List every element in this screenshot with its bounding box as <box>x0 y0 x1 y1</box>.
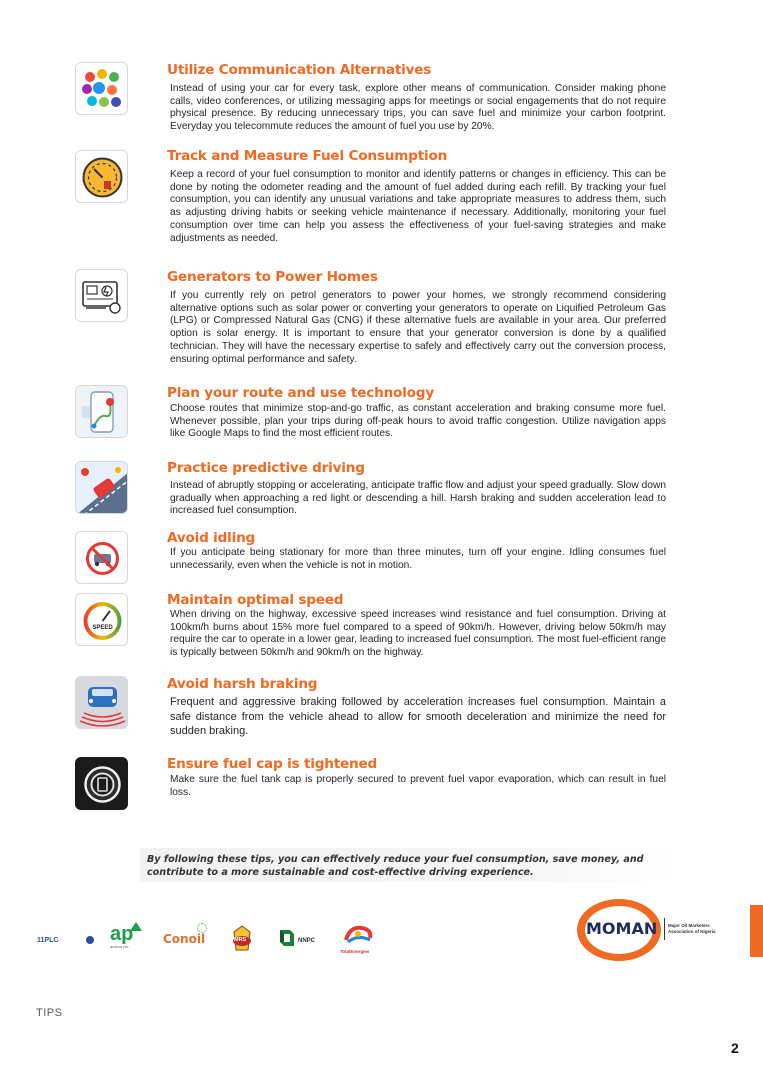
tip-body: Choose routes that minimize stop-and-go traffic, as constant acceleration and braking consume more fuel. Whenever possible, plan your trips during off-peak hours to avoid traffic congestion. Utilize navigation apps like Google Maps to find the most efficient routes. <box>170 403 666 440</box>
logo-ap-subtext: ardova plc <box>110 944 129 949</box>
tip-body: Frequent and aggressive braking followed by acceleration increases fuel consumption. Maintain a safe distance from the vehicle ahead to allow for smooth deceleration and minimize the need for sudden braking. <box>170 696 666 737</box>
partner-logos <box>35 920 395 960</box>
fuel-cap-icon <box>75 757 128 810</box>
logo-ap-text: ap <box>110 923 134 945</box>
tip-title: Generators to Power Homes <box>167 269 378 285</box>
logo-ap <box>110 924 133 949</box>
tip-body: If you currently rely on petrol generators to power your homes, we strongly recommend considering alternative options such as solar power or converting your generators to operate on Liquified Petroleum Gas (LPG) or Compressed Natural Gas (CNG) if these alternative fuels are available in your area. Our preferred option is solar energy. It is important to ensure that your generator conversion is done by a qualified technician. They will have the necessary expertise to safely and effectively carry out the conversion process, ensuring optimal performance and safety. <box>170 290 666 365</box>
tip-body: Instead of using your car for every task, explore other means of communication. Consider making phone calls, video conferences, or utilizing messaging apps for meetings or social engagements that do not require physical presence. By reducing unnecessary trips, you can save fuel and minimize your carbon footprint. Everyday you telecommute reduces the amount of fuel you use by 20%. <box>170 83 666 133</box>
driving-car-icon <box>75 461 128 514</box>
tip-title: Utilize Communication Alternatives <box>167 62 432 78</box>
logo-totalenergies-text: TotalEnergies <box>340 949 370 954</box>
tip-title: Practice predictive driving <box>167 460 365 476</box>
page-number: 2 <box>731 1040 739 1056</box>
closing-note-text: By following these tips, you can effectively reduce your fuel consumption, save money, and contribute to a more sustainable and cost-effective driving experience. <box>147 854 644 878</box>
tip-body: Make sure the fuel tank cap is properly secured to prevent fuel vapor evaporation, which can result in fuel loss. <box>170 774 666 798</box>
moman-logo <box>576 898 726 962</box>
speed-label: SPEED <box>92 625 113 631</box>
logo-totalenergies <box>340 924 376 954</box>
logo-nnpc-text: NNPC <box>298 938 316 944</box>
logo-mrs <box>230 924 254 952</box>
tip-title: Maintain optimal speed <box>167 592 344 608</box>
no-idling-icon <box>75 531 128 584</box>
logo-11plc-text: 11PLC <box>37 936 59 944</box>
tip-title: Track and Measure Fuel Consumption <box>167 148 448 164</box>
logo-nnpc <box>278 928 316 953</box>
logo-11plc <box>37 936 94 944</box>
logo-conoil <box>163 932 205 946</box>
apps-icon <box>75 62 128 115</box>
tip-title: Ensure fuel cap is tightened <box>167 756 378 772</box>
braking-car-icon <box>75 676 128 729</box>
moman-subtitle: Major Oil Marketers Association of Nigeria <box>668 923 716 934</box>
footer-label: TIPS <box>36 1007 63 1019</box>
tip-title: Plan your route and use technology <box>167 385 434 401</box>
tip-title: Avoid harsh braking <box>167 676 318 692</box>
tip-body: Instead of abruptly stopping or accelerating, anticipate traffic flow and adjust your speed gradually. Slow down gradually when approaching a red light or descending a hill. Harsh braking and sudden acceleration lead to increased fuel consumption. <box>170 480 666 517</box>
map-navigation-icon <box>75 385 128 438</box>
moman-name: MOMAN <box>586 919 658 938</box>
speedometer-icon <box>75 593 128 646</box>
logo-conoil-text: Conoil <box>163 932 206 946</box>
fuel-gauge-icon <box>75 150 128 203</box>
tip-body: When driving on the highway, excessive speed increases wind resistance and fuel consumption. Driving at 100km/h burns about 15% more fuel compared to a speed of 90km/h. However, driving below 50km/h may require the car to operate in a lower gear, leading to increased fuel consumption. The most fuel-efficient range is typically between 50km/h and 90km/h on the highway. <box>170 609 666 659</box>
tip-title: Avoid idling <box>167 530 256 546</box>
tip-body: Keep a record of your fuel consumption to monitor and identify patterns or changes in efficiency. This can be done by noting the odometer reading and the amount of fuel added during each refill. By tracking your fuel consumption, you can identify any unusual variations and take appropriate measures to address them, such as adjusting driving habits or seeking vehicle maintenance if necessary. Additionally, monitoring your fuel consumption over time can help you assess the effectiveness of your fuel-saving strategies and make adjustments as needed. <box>170 169 666 244</box>
side-accent-bar <box>750 905 763 957</box>
generator-icon <box>75 269 128 322</box>
closing-note <box>140 848 680 882</box>
logo-mrs-text: MRS <box>234 937 247 943</box>
tip-body: If you anticipate being stationary for more than three minutes, turn off your engine. Idling consumes fuel unnecessarily, even when the vehicle is not in motion. <box>170 547 666 571</box>
